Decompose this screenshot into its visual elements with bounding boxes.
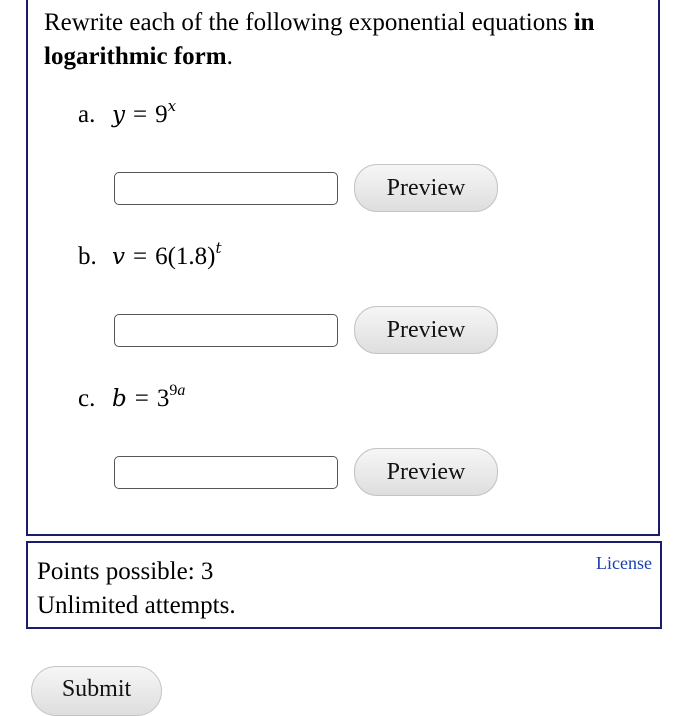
question-panel: [26, 0, 660, 536]
part-c-exponent-variable: a: [177, 382, 186, 399]
part-b-letter: b.: [78, 243, 97, 270]
question-info-panel: [26, 541, 662, 629]
attempts-text: Unlimited attempts.: [37, 592, 236, 619]
part-c-exponent-number: 9: [169, 382, 178, 399]
part-a-exponent: x: [167, 97, 177, 115]
part-c-equals: =: [134, 385, 149, 412]
part-a-preview-button[interactable]: Preview: [354, 164, 498, 212]
part-a-letter: a.: [78, 101, 96, 128]
license-link[interactable]: License: [596, 553, 652, 573]
part-c-answer-input[interactable]: [114, 456, 338, 489]
part-b-preview-button[interactable]: Preview: [354, 306, 498, 354]
part-c-letter: c.: [78, 385, 96, 412]
part-a-equation: [78, 97, 177, 130]
question-prompt: [44, 6, 644, 74]
part-c-exponent: [169, 382, 185, 399]
part-c-base: 3: [156, 385, 170, 412]
part-b-equation: [78, 239, 222, 272]
part-a-answer-input[interactable]: [114, 172, 338, 205]
question-info: [37, 555, 236, 623]
part-b-answer-input[interactable]: [114, 314, 338, 347]
part-b-exponent: t: [215, 239, 222, 257]
prompt-text: Rewrite each of the following exponential equations: [44, 9, 574, 36]
part-c-equation: [78, 384, 185, 414]
submit-button[interactable]: Submit: [31, 666, 162, 716]
part-b-equals: =: [133, 243, 148, 270]
prompt-bold: in logarithmic form: [44, 9, 595, 70]
part-a-lhs: y: [112, 102, 125, 128]
part-a-base: 9: [155, 101, 168, 128]
part-c-preview-button[interactable]: Preview: [354, 448, 498, 496]
prompt-end: .: [226, 43, 233, 70]
part-b-base: 6(1.8): [155, 243, 216, 270]
points-possible: Points possible: 3: [37, 558, 214, 585]
part-c-lhs: b: [112, 386, 127, 412]
part-a-equals: =: [133, 101, 148, 128]
part-b-lhs: v: [112, 244, 125, 270]
